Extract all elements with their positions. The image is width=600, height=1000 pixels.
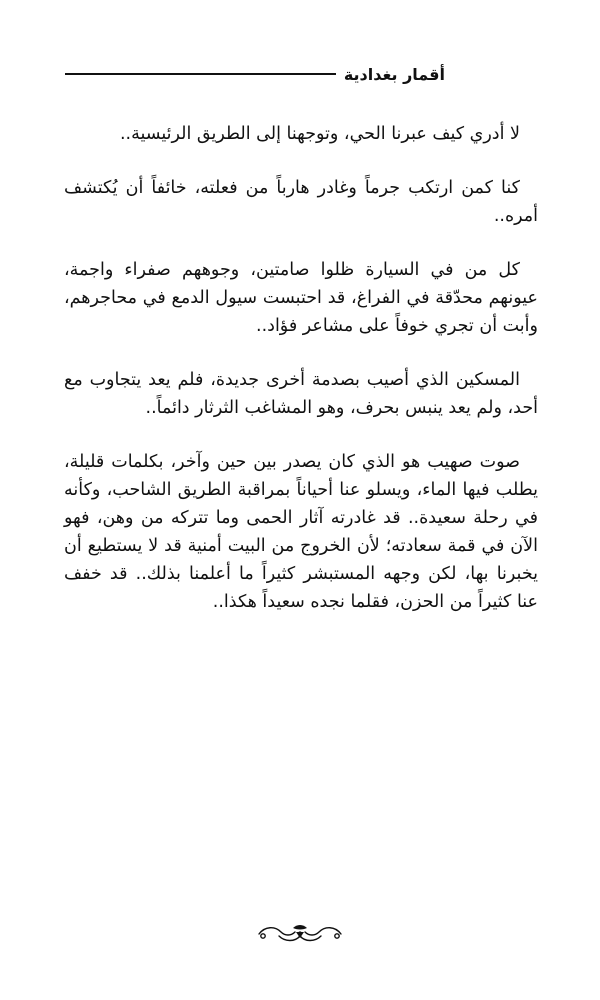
floral-ornament-icon: [255, 920, 345, 946]
paragraph: المسكين الذي أصيب بصدمة أخرى جديدة، فلم يعد يتجاوب مع أحد، ولم يعد ينبس بحرف، وهو المشاغب الثرثار دائماً..: [64, 370, 538, 418]
paragraph: كل من في السيارة ظلوا صامتين، وجوههم صفراء واجمة، عيونهم محدّقة في الفراغ، قد احتبست سيول الدمع في محاجرهم، وأبت أن تجري خوفاً على مشاعر فؤاد..: [64, 260, 538, 336]
header-rule: [65, 73, 336, 75]
paragraph: كنا كمن ارتكب جرماً وغادر هارباً من فعلته، خائفاً أن يُكتشف أمره..: [64, 178, 538, 226]
running-header-title: أقمار بغدادية: [343, 64, 445, 84]
paragraph: لا أدري كيف عبرنا الحي، وتوجهنا إلى الطريق الرئيسية..: [119, 124, 520, 144]
running-header: [65, 60, 445, 88]
paragraph: صوت صهيب هو الذي كان يصدر بين حين وآخر، بكلمات قليلة، يطلب فيها الماء، ويسلو عنا أحياناً بمراقبة الطريق الشاحب، وكأنه في رحلة سعيدة.. قد غادرته آثار الحمى وما تتركه من وهن، فهو الآن في قمة سعادته؛ لأن الخروج من البيت أمنية قد لا يستطيع أن يخبرنا بها، لكن وجهه المستبشر كثيراً ما أعلمنا بذلك.. قد خفف عنا كثيراً من الحزن، فقلما نجده سعيداً هكذا..: [64, 452, 538, 612]
body-text: [64, 120, 538, 642]
